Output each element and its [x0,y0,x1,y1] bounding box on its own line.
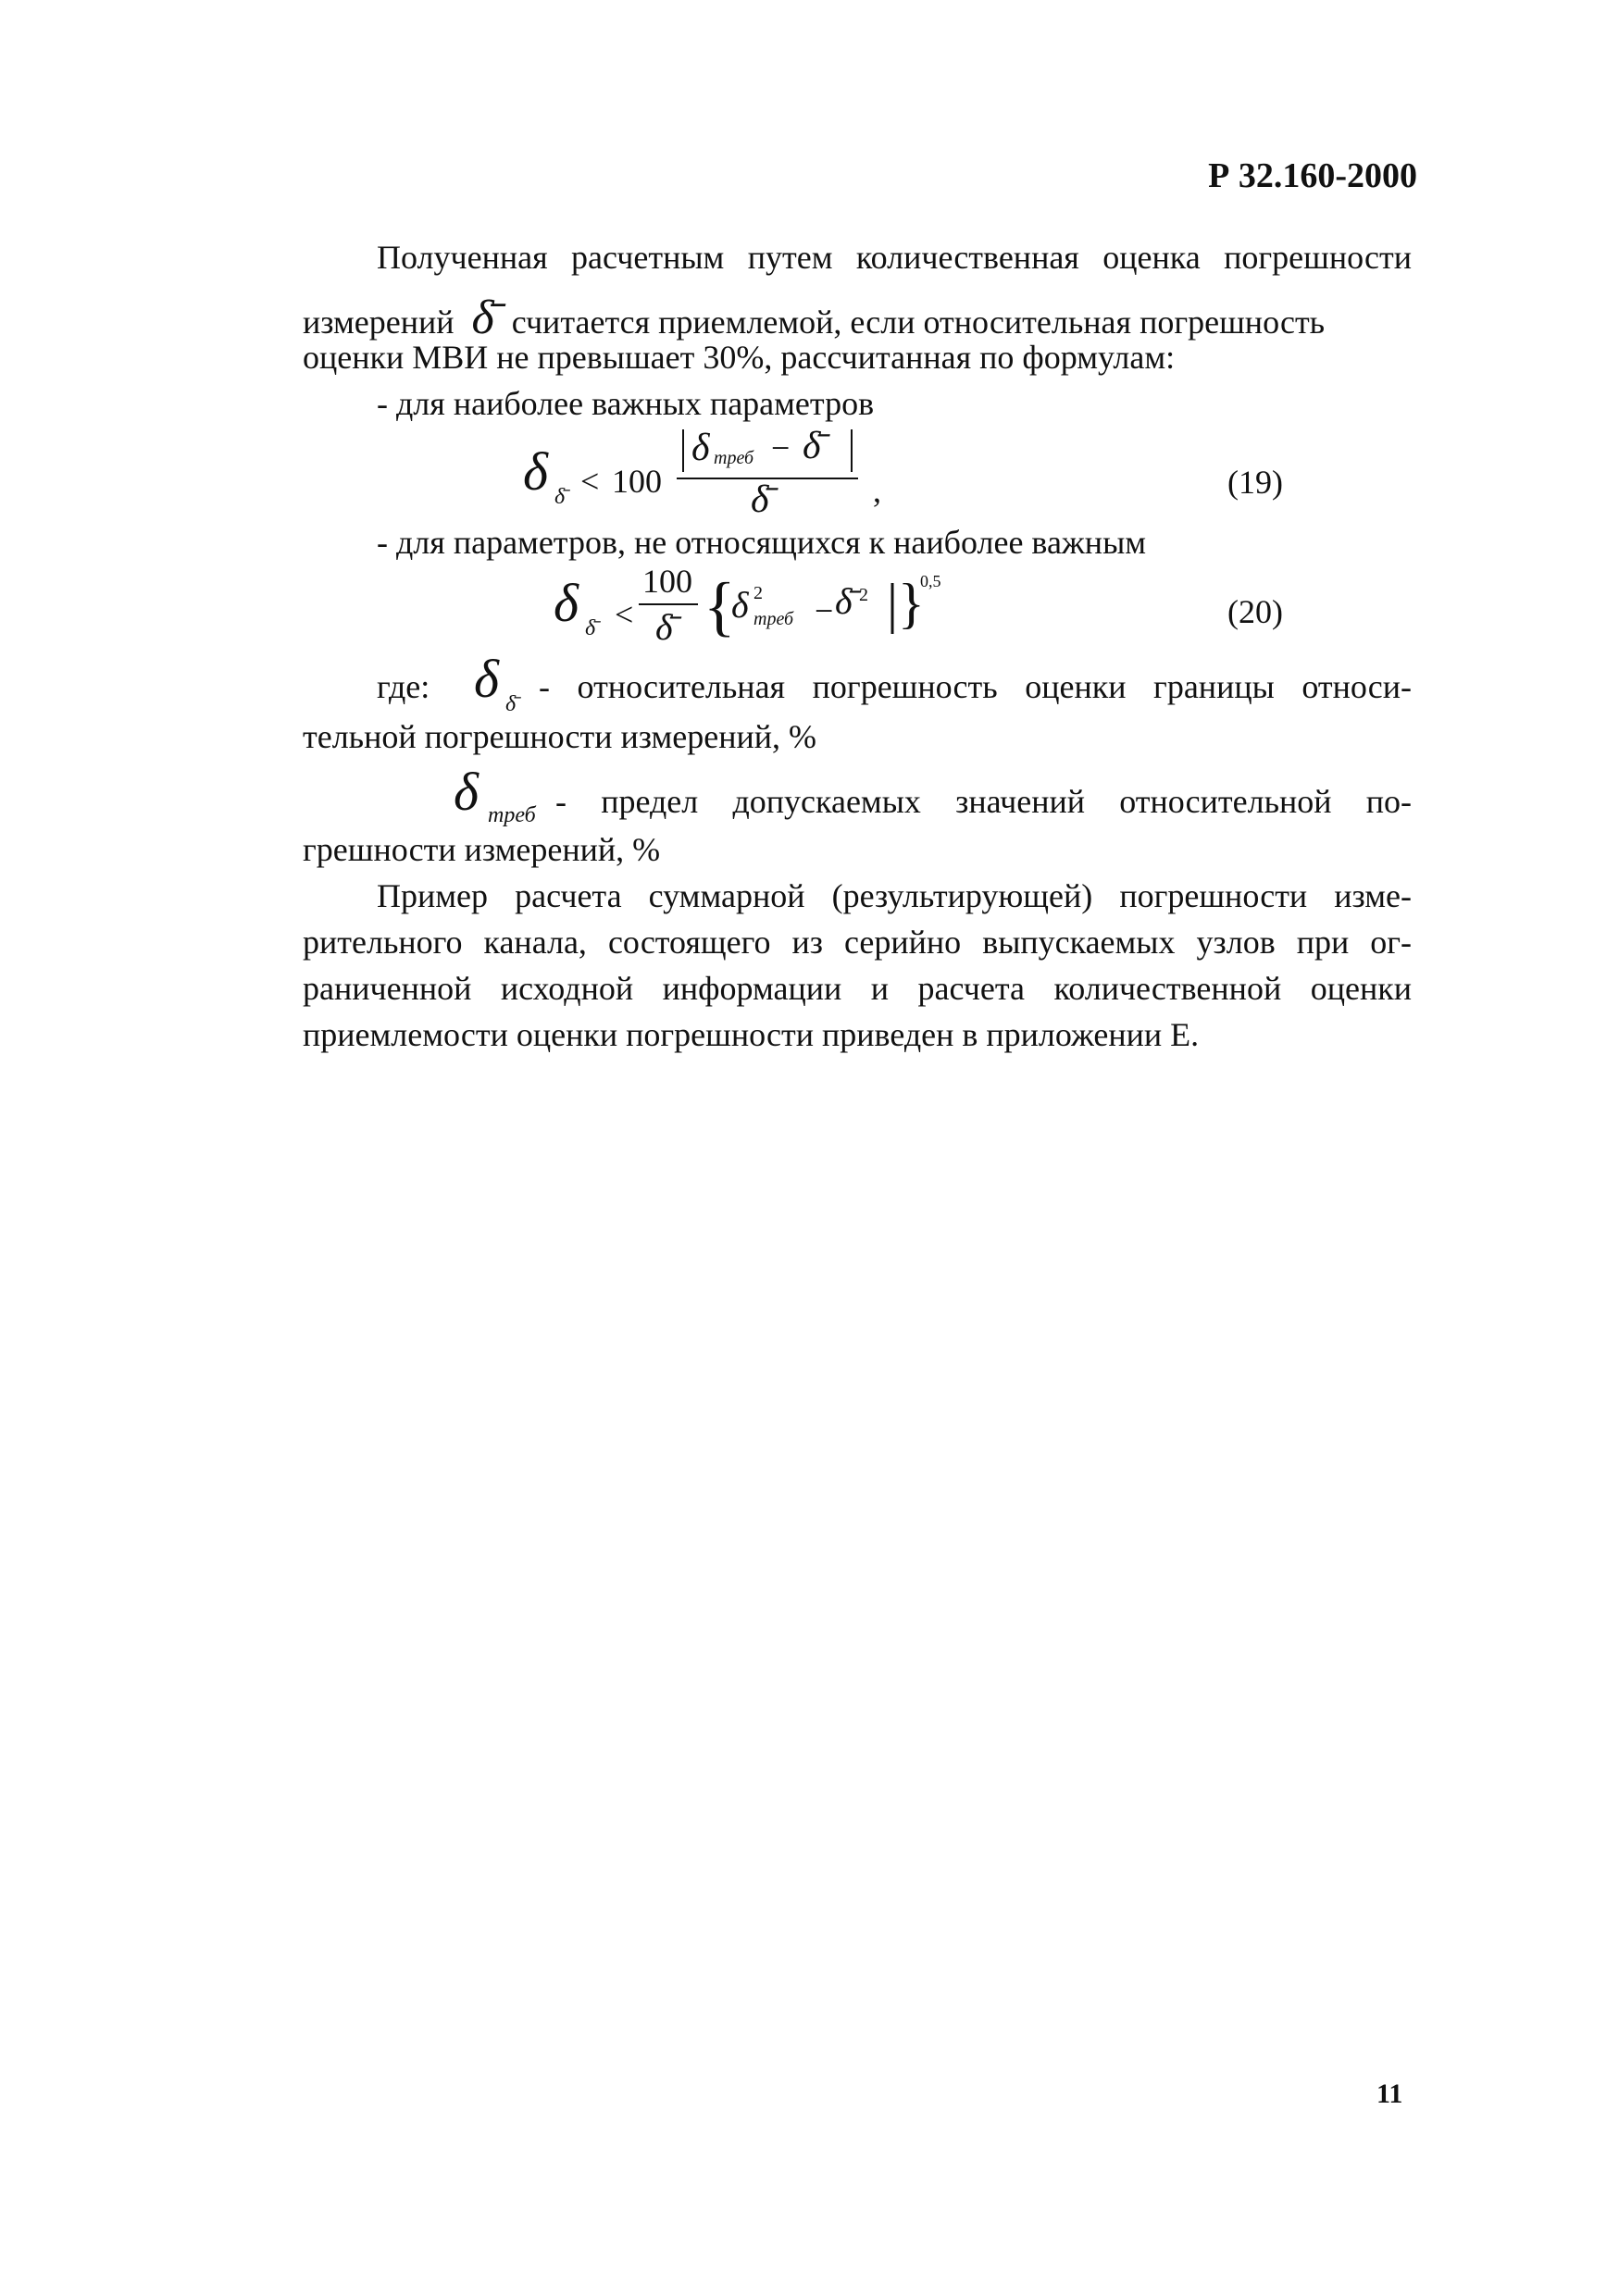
formula-19-minus: − [771,429,791,466]
formula-20-delta-bar: δ̄ [835,580,853,622]
paragraph-1-line-2 [303,294,1325,342]
formula-20-less-than: < [615,596,634,633]
formula-19-denominator: δ̄ [751,478,769,521]
paragraph-2-line-1: Пример расчета суммарной (результирующей) погрешности изме- [377,877,1412,914]
formula-19-num-subscript: треб [714,448,754,468]
formula-20-treb-subscript: треб [753,609,794,629]
paragraph-1-line-3: оценки МВИ не превышает 30%, рассчитанная по формулам: [303,339,1176,376]
formula-19 [523,426,912,527]
formula-20-delta: δ [554,573,579,633]
formula-20-square: 2 [753,583,763,603]
delta-bar-symbol: δ̄ [471,292,494,344]
equation-number-19: (19) [1227,464,1283,501]
list-item-important-params: - для наиболее важных параметров [377,385,875,422]
formula-20-numerator: 100 [642,563,692,600]
formula-19-num-delta: δ [691,427,710,469]
formula-19-less-than: < [580,463,600,500]
formula-19-subscript: δ̄ [554,485,566,509]
formula-20-delta-treb: δ [731,584,749,626]
where-delta-subscript: δ̄ [505,692,517,716]
formula-20-square-2: 2 [859,585,868,605]
formula-20 [554,559,942,661]
formula-20-minus: − [815,592,834,629]
treb-delta-symbol: δ [454,762,479,822]
formula-19-comma: , [873,472,881,509]
where-line-2: тельной погрешности измерений, % [303,718,816,755]
where-delta-symbol: δ [474,649,499,709]
formula-19-fraction [673,426,867,527]
formula-19-num-bar: δ̄ [803,425,821,467]
formula-20-close-brace: |} [887,573,925,634]
text-considered: считается приемлемой, если относительная погрешность [511,304,1326,341]
formula-20-open-brace: { [704,569,736,643]
equation-number-20: (20) [1227,593,1283,630]
text-measurements: измерений [303,304,455,341]
formula-20-exponent: 0,5 [920,572,941,590]
treb-subscript: треб [488,803,536,827]
list-item-other-params: - для параметров, не относящихся к наиболее важным [377,524,1147,561]
formula-19-delta: δ [523,441,548,502]
paragraph-2-line-3: раниченной исходной информации и расчета количественной оценки [303,970,1412,1007]
where-line-1: - относительная погрешность оценки границы относи- [539,668,1412,705]
formula-20-denominator: δ̄ [655,606,673,648]
treb-line-2: грешности измерений, % [303,831,661,868]
paragraph-2-line-4: приемлемости оценки погрешности приведен в приложении Е. [303,1016,1200,1053]
formula-20-subscript: δ̄ [585,616,596,640]
treb-line-1: - предел допускаемых значений относительной по- [555,783,1412,820]
document-number: Р 32.160-2000 [1208,156,1417,195]
paragraph-2-line-2: рительного канала, состоящего из серийно выпускаемых узлов при ог- [303,924,1412,961]
where-label: где: [377,668,430,705]
page-number: 11 [1376,2079,1403,2109]
formula-19-coefficient: 100 [612,463,662,500]
paragraph-1-line-1: Полученная расчетным путем количественная оценка погрешности [377,239,1412,276]
